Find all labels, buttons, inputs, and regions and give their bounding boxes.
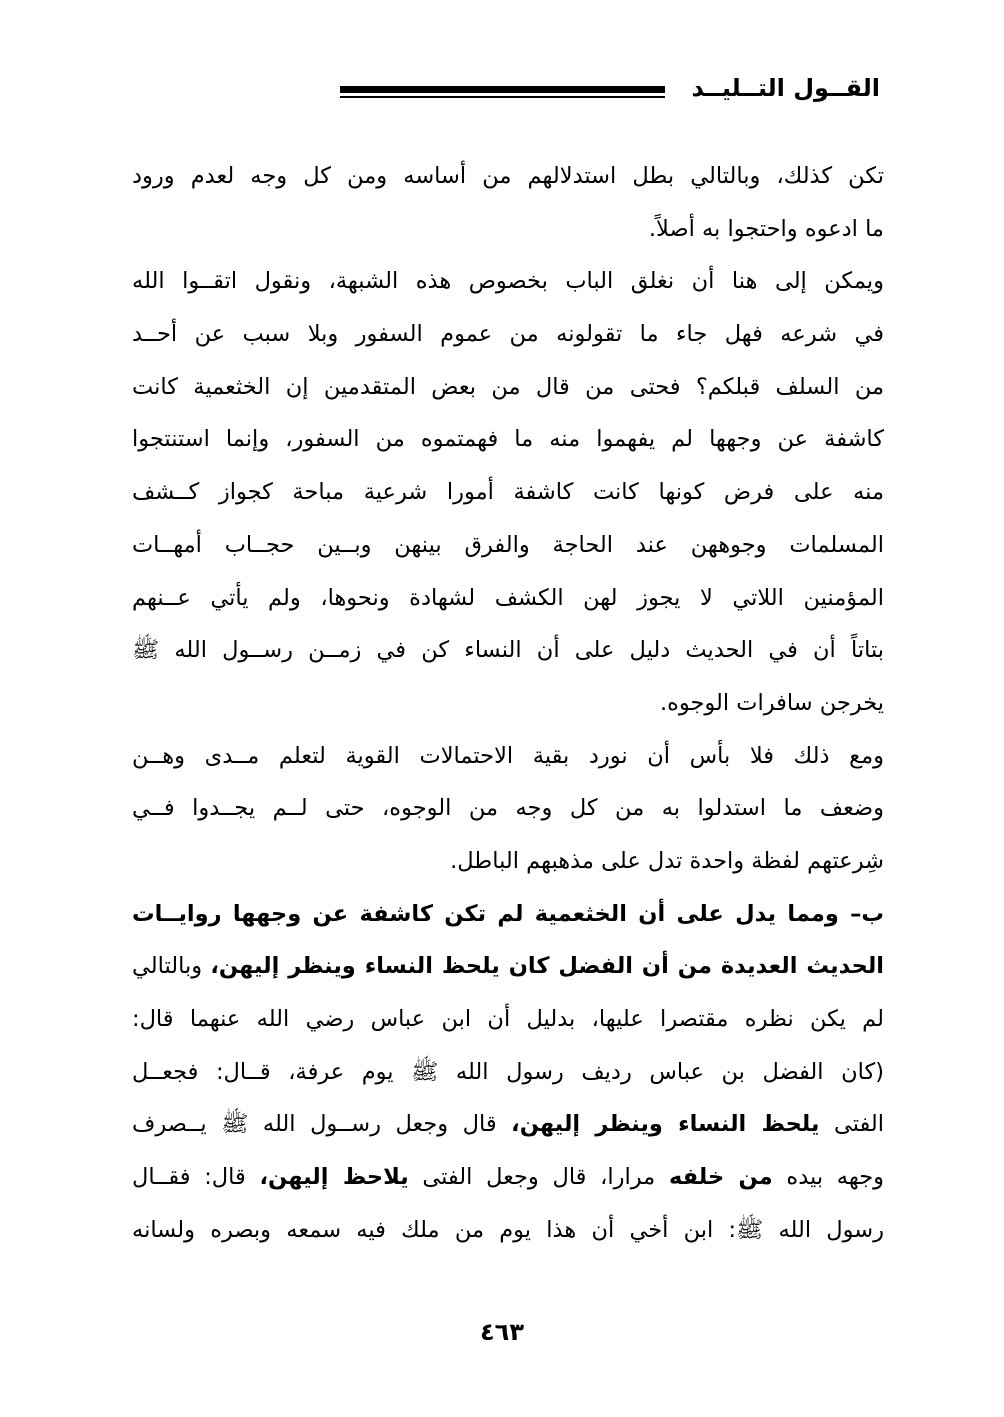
text-line: رسول الله ﷺ: ابن أخي أن هذا يوم من ملك فيه سمعه وبصره ولسانه: [132, 1216, 884, 1243]
text-line: المسلمات وجوههن عند الحاجة والفرق بينهن وبــين حجــاب أمهــات: [132, 531, 884, 558]
text-line: بتاتاً أن في الحديث دليل على أن النساء كن في زمــن رســول الله ﷺ: [132, 637, 884, 664]
text-line: من السلف قبلكم؟ فحتى من قال من بعض المتقدمين إن الخثعمية كانت: [132, 373, 884, 400]
text-line: لم يكن نظره مقتصرا عليها، بدليل أن ابن عباس رضي الله عنهما قال:: [132, 1006, 884, 1032]
header-rule-thick: [340, 86, 665, 93]
text-line: [132, 1098, 884, 1151]
text-line: (كان الفضل بن عباس رديف رسول الله ﷺ يوم عرفة، قــال: فجعــل: [132, 1058, 884, 1085]
text-line: [132, 1151, 884, 1204]
bold-phrase: يلاحظ إليهن،: [259, 1164, 409, 1191]
text-line: يخرجن سافرات الوجوه.: [659, 689, 884, 716]
text-line: المؤمنين اللاتي لا يجوز لهن الكشف لشهادة ونحوها، ولم يأتي عــنهم: [132, 584, 884, 611]
header-rule-thin: [340, 96, 665, 98]
text-line: منه على فرض كونها كانت كاشفة أمورا شرعية مباحة كجواز كــشف: [132, 479, 884, 506]
text-run: الفتى: [819, 1111, 884, 1138]
text-line: تكن كذلك، وبالتالي بطل استدلالهم من أساسه ومن كل وجه لعدم ورود: [132, 163, 884, 189]
text-run: وبالتالي: [132, 953, 211, 980]
text-run: مرارا، قال وجعل الفتى: [408, 1164, 669, 1191]
text-line: كاشفة عن وجهها لم يفهموا منه ما فهمتموه من السفور، وإنما استنتجوا: [132, 426, 884, 453]
text-line: ويمكن إلى هنا أن نغلق الباب بخصوص هذه الشبهة، ونقول اتقــوا الله: [132, 268, 884, 295]
text-line: شِرعتهم لفظة واحدة تدل على مذهبهم الباطل.: [450, 847, 884, 874]
running-header: [150, 70, 880, 110]
bold-phrase: الحديث العديدة من أن الفضل كان يلحظ النساء وينظر إليهن،: [210, 953, 884, 980]
text-line: ما ادعوه واحتجوا به أصلاً.: [648, 215, 884, 242]
book-title: القــول التــليــد: [691, 74, 880, 102]
text-run: قال وجعل رســول الله ﷺ يــصرف: [132, 1111, 512, 1138]
page-number: ٤٦٣: [480, 1318, 524, 1346]
text-run: قال: فقــال: [132, 1164, 260, 1191]
bold-phrase: يلحظ النساء وينظر إليهن،: [511, 1111, 820, 1138]
text-line: وضعف ما استدلوا به من كل وجه من الوجوه، حتى لــم يجــدوا فــي: [132, 795, 884, 822]
text-line: ومع ذلك فلا بأس أن نورد بقية الاحتمالات القوية لتعلم مــدى وهــن: [132, 742, 884, 769]
section-heading-line: ب– ومما يدل على أن الخثعمية لم تكن كاشفة عن وجهها روايــات: [132, 900, 884, 927]
bold-phrase: من خلفه: [668, 1164, 773, 1191]
text-run: وجهه بيده: [772, 1164, 884, 1191]
text-line: [132, 940, 884, 993]
page-body: [132, 150, 884, 1256]
text-line: في شرعه فهل جاء ما تقولونه من عموم السفور وبلا سبب عن أحــد: [132, 321, 884, 348]
